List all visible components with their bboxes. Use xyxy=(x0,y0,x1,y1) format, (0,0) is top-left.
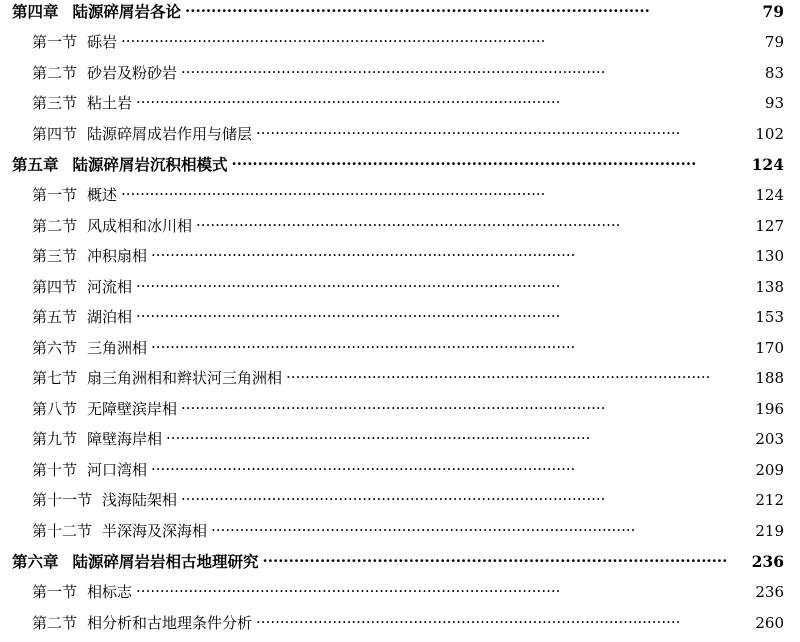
toc-entry-number: 第十二节 xyxy=(32,520,92,541)
toc-entry-page-number: 236 xyxy=(754,583,784,601)
toc-section-row[interactable] xyxy=(0,337,800,368)
toc-entry-number: 第四章 xyxy=(12,0,59,22)
toc-section-row[interactable] xyxy=(0,306,800,337)
toc-leader-dots: ························································································· xyxy=(136,307,751,325)
toc-section-row[interactable] xyxy=(0,245,800,276)
toc-entry-title: 障壁海岸相 xyxy=(87,428,162,449)
toc-leader-dots: ························································································· xyxy=(263,552,749,570)
toc-leader-dots: ························································································· xyxy=(256,613,751,631)
toc-entry-title: 砂岩及粉砂岩 xyxy=(87,62,177,83)
toc-entry-page-number: 212 xyxy=(754,491,784,509)
toc-entry-number: 第四节 xyxy=(32,123,77,144)
toc-section-row[interactable] xyxy=(0,581,800,612)
toc-entry-number: 第二节 xyxy=(32,612,77,633)
toc-entry-number: 第三节 xyxy=(32,245,77,266)
toc-entry-page-number: 196 xyxy=(754,400,784,418)
toc-chapter-row[interactable] xyxy=(0,0,800,31)
toc-section-row[interactable] xyxy=(0,612,800,642)
toc-leader-dots: ························································································· xyxy=(121,185,751,203)
toc-entry-page-number: 127 xyxy=(754,217,784,235)
toc-leader-dots: ························································································· xyxy=(151,338,751,356)
toc-chapter-row[interactable] xyxy=(0,153,800,184)
toc-entry-page-number: 138 xyxy=(754,278,784,296)
toc-entry-number: 第一节 xyxy=(32,31,77,52)
toc-entry-number: 第四节 xyxy=(32,276,77,297)
toc-leader-dots: ························································································· xyxy=(151,246,751,264)
toc-entry-page-number: 209 xyxy=(754,461,784,479)
toc-leader-dots: ························································································· xyxy=(121,32,751,50)
toc-leader-dots: ························································································· xyxy=(136,93,751,111)
toc-entry-number: 第一节 xyxy=(32,184,77,205)
toc-entry-title: 河口湾相 xyxy=(87,459,147,480)
toc-entry-number: 第六章 xyxy=(12,550,59,572)
toc-entry-title: 河流相 xyxy=(87,276,132,297)
toc-leader-dots: ························································································· xyxy=(181,490,751,508)
toc-section-row[interactable] xyxy=(0,62,800,93)
toc-section-row[interactable] xyxy=(0,489,800,520)
toc-entry-title: 半深海及深海相 xyxy=(102,520,207,541)
toc-chapter-row[interactable] xyxy=(0,550,800,581)
toc-entry-number: 第二节 xyxy=(32,62,77,83)
toc-leader-dots: ························································································· xyxy=(286,368,751,386)
toc-entry-page-number: 124 xyxy=(752,155,784,174)
toc-entry-title: 陆源碎屑岩沉积相模式 xyxy=(73,153,228,175)
toc-entry-title: 扇三角洲相和辫状河三角洲相 xyxy=(87,367,282,388)
toc-leader-dots: ························································································· xyxy=(181,399,751,417)
toc-entry-page-number: 170 xyxy=(754,339,784,357)
toc-entry-page-number: 188 xyxy=(754,369,784,387)
toc-leader-dots: ························································································· xyxy=(181,63,751,81)
toc-entry-number: 第五节 xyxy=(32,306,77,327)
toc-entry-title: 相标志 xyxy=(87,581,132,602)
toc-entry-title: 相分析和古地理条件分析 xyxy=(87,612,252,633)
toc-leader-dots: ························································································· xyxy=(185,2,751,20)
toc-entry-title: 陆源碎屑成岩作用与储层 xyxy=(87,123,252,144)
toc-section-row[interactable] xyxy=(0,215,800,246)
toc-entry-title: 冲积扇相 xyxy=(87,245,147,266)
toc-entry-title: 概述 xyxy=(87,184,117,205)
toc-section-row[interactable] xyxy=(0,520,800,551)
toc-entry-title: 无障壁滨岸相 xyxy=(87,398,177,419)
toc-entry-page-number: 83 xyxy=(754,64,784,82)
toc-entry-number: 第一节 xyxy=(32,581,77,602)
toc-leader-dots: ························································································· xyxy=(151,460,751,478)
toc-section-row[interactable] xyxy=(0,276,800,307)
toc-entry-number: 第六节 xyxy=(32,337,77,358)
toc-entry-title: 浅海陆架相 xyxy=(102,489,177,510)
toc-entry-page-number: 219 xyxy=(754,522,784,540)
toc-section-row[interactable] xyxy=(0,398,800,429)
toc-entry-page-number: 79 xyxy=(754,2,784,21)
toc-entry-number: 第十节 xyxy=(32,459,77,480)
toc-leader-dots: ························································································· xyxy=(256,124,751,142)
toc-leader-dots: ························································································· xyxy=(211,521,751,539)
toc-entry-page-number: 93 xyxy=(754,94,784,112)
toc-leader-dots: ························································································· xyxy=(232,155,749,173)
toc-entry-title: 湖泊相 xyxy=(87,306,132,327)
toc-entry-title: 风成相和冰川相 xyxy=(87,215,192,236)
toc-leader-dots: ························································································· xyxy=(136,582,751,600)
toc-entry-page-number: 260 xyxy=(754,614,784,632)
toc-entry-number: 第九节 xyxy=(32,428,77,449)
toc-entry-title: 陆源碎屑岩各论 xyxy=(73,0,182,22)
toc-entry-page-number: 124 xyxy=(754,186,784,204)
toc-entry-title: 陆源碎屑岩岩相古地理研究 xyxy=(73,550,259,572)
toc-entry-number: 第二节 xyxy=(32,215,77,236)
toc-entry-number: 第三节 xyxy=(32,92,77,113)
toc-leader-dots: ························································································· xyxy=(166,429,751,447)
toc-entry-number: 第八节 xyxy=(32,398,77,419)
toc-entry-page-number: 102 xyxy=(754,125,784,143)
toc-entry-page-number: 236 xyxy=(752,552,784,571)
toc-entry-page-number: 130 xyxy=(754,247,784,265)
toc-section-row[interactable] xyxy=(0,184,800,215)
toc-entry-page-number: 153 xyxy=(754,308,784,326)
toc-section-row[interactable] xyxy=(0,367,800,398)
toc-section-row[interactable] xyxy=(0,428,800,459)
toc-entry-number: 第十一节 xyxy=(32,489,92,510)
toc-entry-title: 砾岩 xyxy=(87,31,117,52)
toc-section-row[interactable] xyxy=(0,31,800,62)
toc-entry-page-number: 203 xyxy=(754,430,784,448)
toc-section-row[interactable] xyxy=(0,123,800,154)
toc-entry-title: 粘土岩 xyxy=(87,92,132,113)
toc-entry-title: 三角洲相 xyxy=(87,337,147,358)
toc-leader-dots: ························································································· xyxy=(136,277,751,295)
toc-entry-number: 第七节 xyxy=(32,367,77,388)
toc-section-row[interactable] xyxy=(0,92,800,123)
toc-entry-page-number: 79 xyxy=(754,33,784,51)
toc-section-row[interactable] xyxy=(0,459,800,490)
toc-leader-dots: ························································································· xyxy=(196,216,751,234)
toc-entry-number: 第五章 xyxy=(12,153,59,175)
